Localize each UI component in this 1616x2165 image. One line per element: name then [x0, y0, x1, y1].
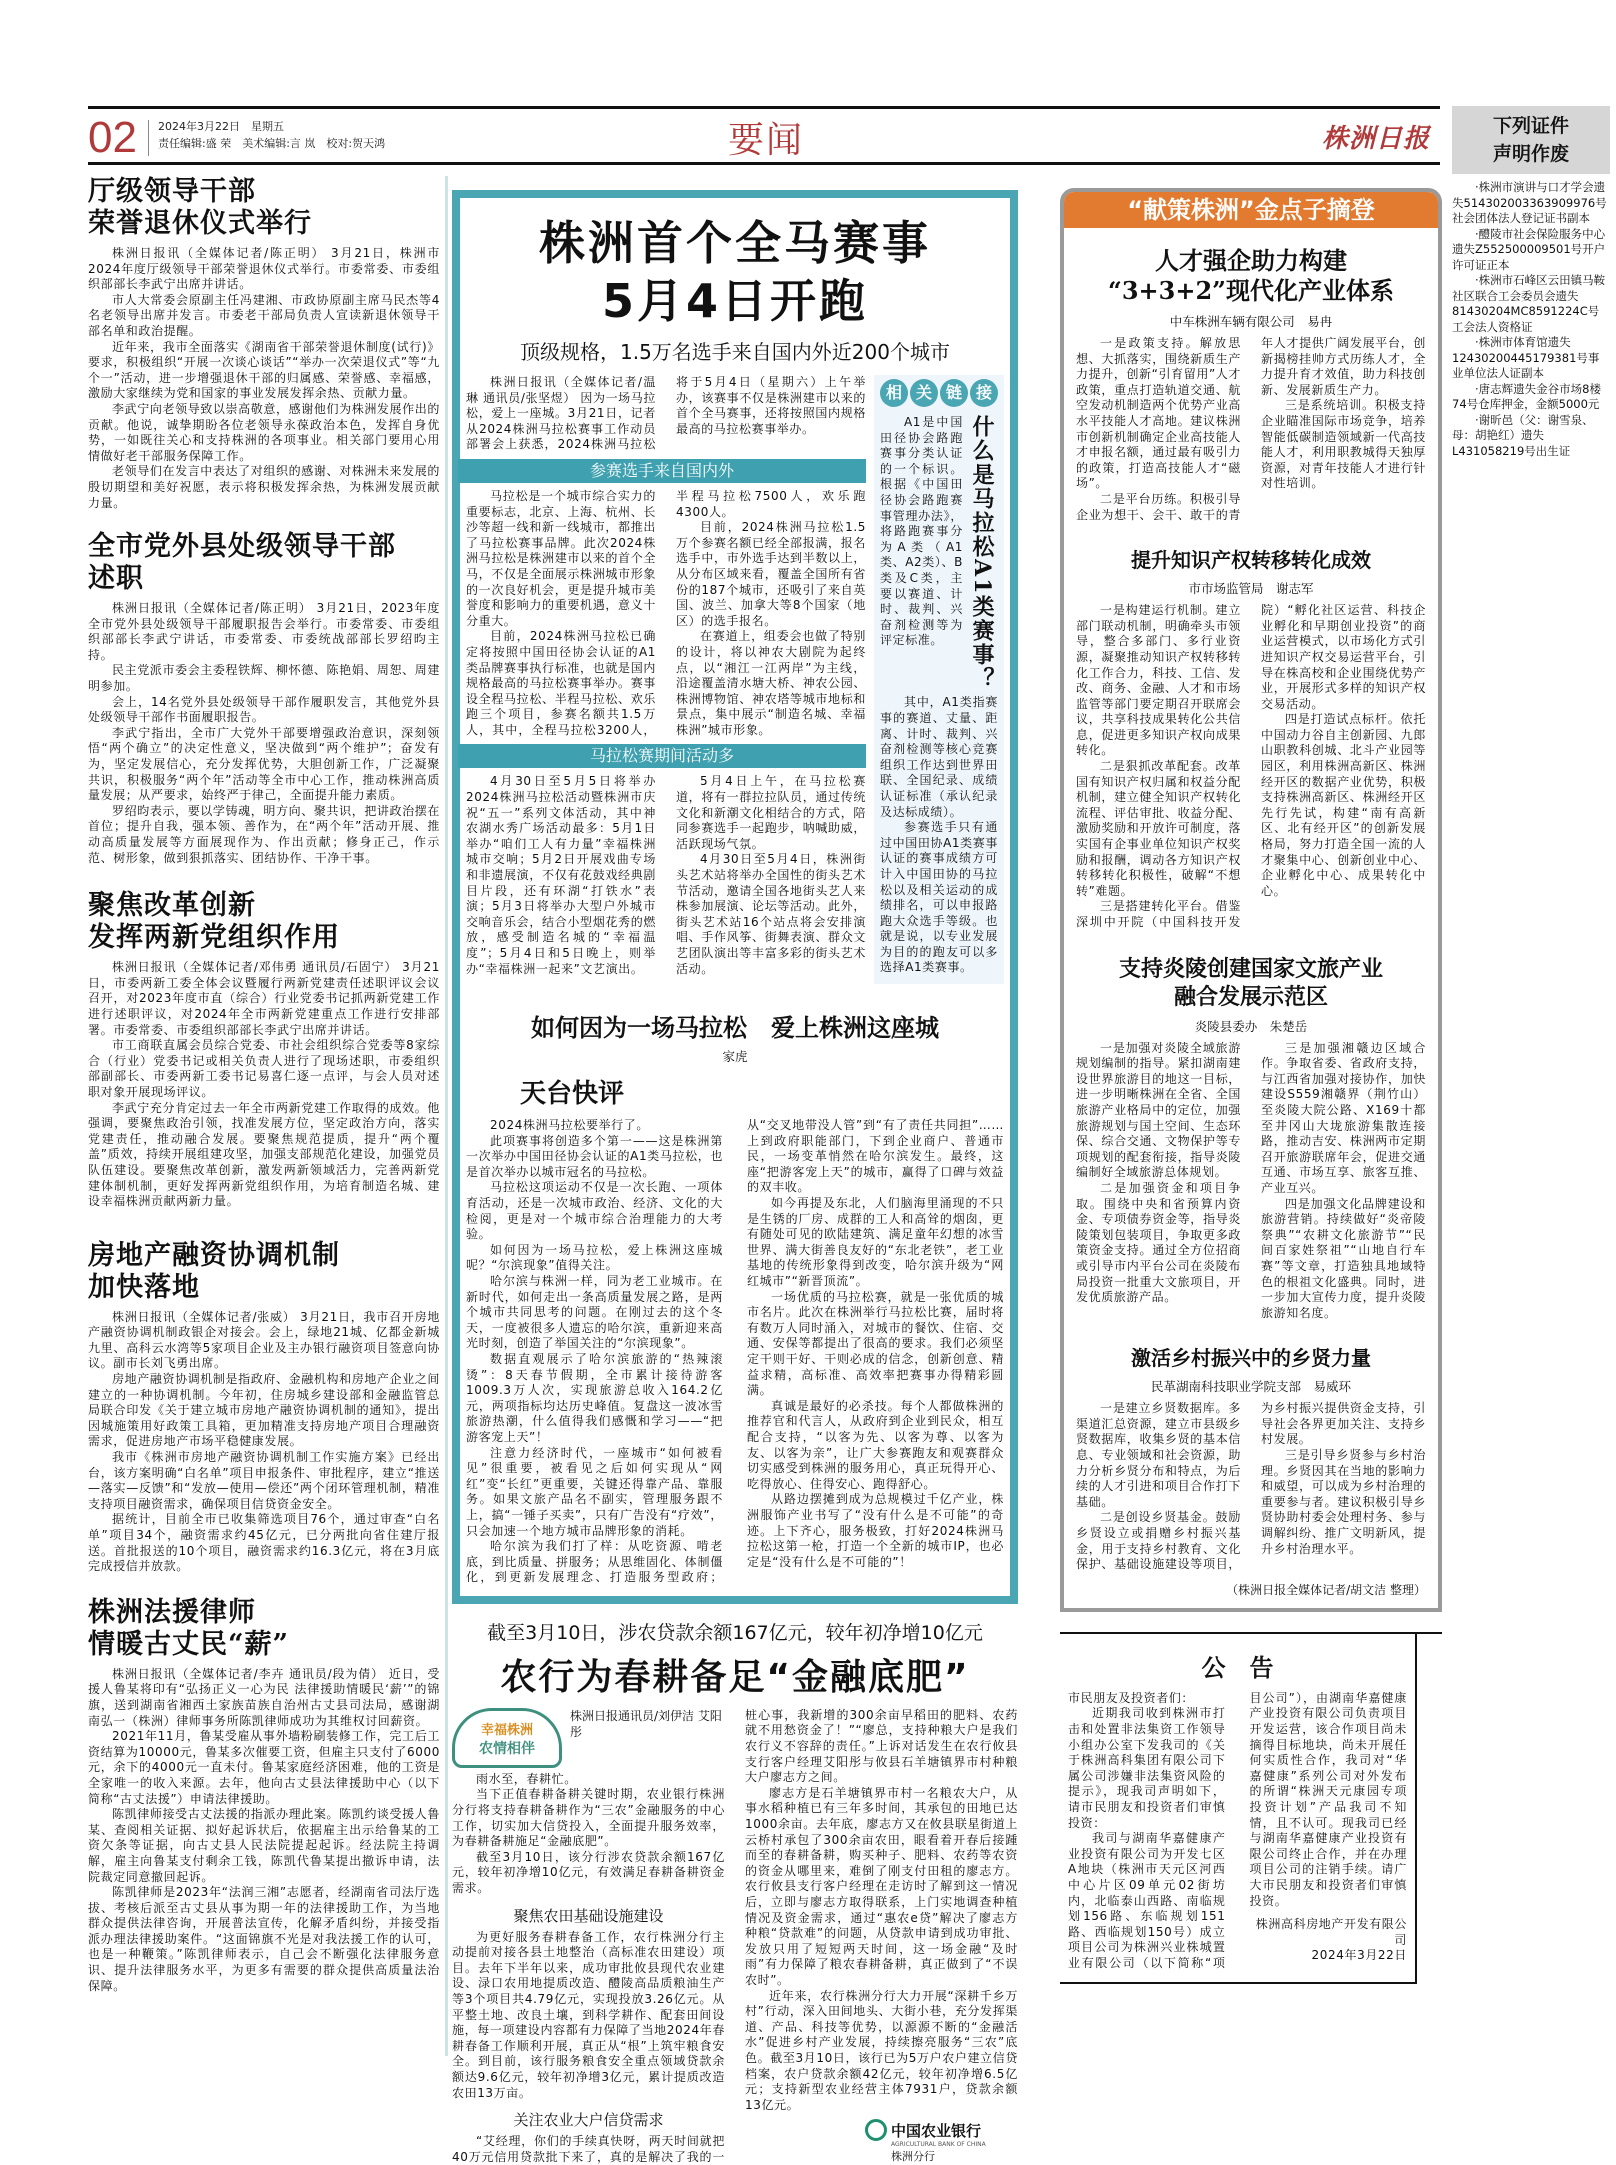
paragraph: 民主党派市委会主委程铁辉、柳怀德、陈艳娟、周恕、周建明参加。 [88, 663, 440, 694]
idea-author: 民革湖南科技职业学院支部 易威环 [1150, 1379, 1351, 1395]
paragraph: ·株洲市石峰区云田镇马鞍社区联合工会委员会遗失81430204MC8591224C号工会法人资格证 [1452, 273, 1606, 334]
headline-line: 5月4日开跑 [601, 274, 868, 328]
paragraph: 二是平台历练。积极引导企业为想干、会干、敢干的青年人才提供广阔发展平台，创新揭榜挂帅方式历练人才，全力提升育才效值，助力科技创新、发展新质生产力。 [1076, 336, 1426, 522]
column-divider [445, 176, 448, 2056]
bank-kicker: 截至3月10日，涉农贷款余额167亿元，较年初净增10亿元 [487, 1621, 983, 1644]
lost-documents-sidebar [1452, 106, 1610, 459]
article-headline-line: “3+3+2”现代化产业体系 [1108, 276, 1394, 305]
left-column [88, 176, 440, 1994]
news-article [88, 1597, 440, 1994]
article-headline-line: 株洲法援律师 [88, 1596, 256, 1628]
idea-body [1076, 336, 1426, 523]
article-headline-line: 融合发展示范区 [1173, 983, 1328, 1010]
related-badges [880, 379, 998, 407]
notice-title: 公 告 [1201, 1653, 1274, 1682]
paragraph: 数据直观展示了哈尔滨旅游的“热辣滚烫”：8天春节假期，全市累计接待游客1009.3万人次，实现旅游总收入164.2亿元，两项指标均达历史峰值。复盘这一波冰雪旅游热潮，什么值得我们感慨和学习——“把游客宠上天”！ [466, 1351, 723, 1444]
idea-article [1076, 246, 1426, 523]
paragraph: 株洲日报讯（全媒体记者/张威） 3月21日，我市召开房地产融资协调机制政银企对接会。会上，绿地21城、亿都金新城九里、高科云水湾等5家项目企业及主办银行融资项目签意向协议。副市长刘飞勇出席。 [88, 1309, 440, 1371]
paragraph: 哈尔滨与株洲一样，同为老工业城市。在新时代，如何走出一条高质量发展之路，是两个城市共同思考的问题。在刚过去的这个冬天，一度被很多人遗忘的哈尔滨，重新迎来高光时刻，创造了举国关注的“尔滨现象”。 [466, 1274, 723, 1351]
paragraph: 陈凯律师是2023年“法润三湘”志愿者，经湖南省司法厅选拔、考核后派至古丈县从事为期一年的法律援助工作，为当地群众提供法律咨询，开展普法宣传，化解矛盾纠纷，并接受指派办理法律援助案件。“这面锦旗不光是对我法援工作的认可，也是一种鞭策。”陈凯律师表示，自己会不断强化法律服务意识、提升法律服务水平，为更多有需要的群众提供高质量法治保障。 [88, 1885, 440, 1993]
article-body [88, 1310, 440, 1575]
bank-column-logo [452, 1708, 562, 1768]
paragraph: ·醴陵市社会保险服务中心遗失Z552500009501号开户许可证正本 [1452, 226, 1606, 272]
paragraph: “艾经理，你们的手续真快呀，两天时间就把40万元信用贷款批下来了，真的是解决了我的一桩心事，我新增的300余亩早稻田的肥料、农药就不用愁资金了！”“廖总，支持种粮大户是我们农行义不容辞的责任。”上诉对话发生在农行攸县支行客户经理艾阳彤与攸县石羊塘镇界市村种粮大户廖志方之间。 [452, 1707, 1018, 2164]
paragraph: 罗绍昀表示，要以学铸魂，明方向、聚共识，把讲政治摆在首位；提升自我，强本领、善作为，在“两个年”活动开展、推动高质量发展等方面展现作为、作出贡献；修身正己，作示范、树形象，做到狠抓落实、团结协作、干净干事。 [88, 803, 440, 865]
bank-head-row [452, 1708, 725, 1768]
bank-headline: 农行为春耕备足“金融底肥” [500, 1656, 970, 1698]
paragraph: A1是中国田径协会路跑赛事分类认证的一个标识。根据《中国田径协会路跑赛事管理办法》，将路跑赛事分为A类（A1类、A2类）、B类及C类，主要以赛道、计时、裁判、兴奋剂检测等为评定标准。 [880, 415, 963, 648]
paragraph: 一场优质的马拉松赛，就是一张优质的城市名片。此次在株洲举行马拉松比赛，届时将有数万人同时涌入，对城市的餐饮、住宿、交通、安保等都提出了很高的要求。我们必须坚定干则干好、干则必成的信念，创新创意、精益求精，高标准、高效率把赛事办得精彩圆满。 [747, 1289, 1004, 1398]
paragraph: ·唐志辉遗失金谷市场8楼74号仓库押金，金额5000元 [1452, 381, 1601, 411]
idea-body [1076, 1041, 1426, 1322]
article-headline-line: 支持炎陵创建国家文旅产业 [1118, 955, 1383, 982]
related-body-top [880, 415, 963, 691]
paragraph: 注意力经济时代，一座城市“如何被看见”很重要，被看见之后如何实现从“网红”变“长红”更重要，关键还得靠产品、靠服务。如果文旅产品名不副实，管理服务跟不上，搞“一锤子买卖”，只有广告没有“疗效”，只会加速一个地方城市品牌形象的消耗。 [466, 1445, 723, 1538]
logo-line: 农情相伴 [479, 1740, 535, 1757]
masthead-bottom-rule [88, 162, 1440, 165]
editor-credits: 责任编辑:盛 荣 美术编辑:言 岚 校对:贺天鸿 [158, 137, 386, 150]
paragraph: 截至3月10日，该分行涉农贷款余额167亿元，较年初净增10亿元，有效满足春耕备耕资金需求。 [452, 1849, 725, 1896]
right-column [1060, 188, 1442, 1984]
masthead-top-rule [88, 106, 1440, 109]
article-headline-line: 提升知识产权转移转化成效 [1131, 548, 1371, 573]
paragraph: ·株洲市体育馆遗失12430200445179381号事业单位法人证副本 [1452, 335, 1600, 380]
section-title: 要闻 [728, 120, 805, 161]
marathon-headline [466, 198, 1004, 330]
paragraph: 株洲日报讯（全媒体记者/陈正明） 3月21日，株洲市2024年度厅级领导干部荣誉退休仪式举行。市委常委、市委组织部部长李武宁出席并讲话。 [88, 246, 440, 292]
tiantai-kuaiping-logo: 天台快评 [520, 1079, 625, 1110]
paragraph: 四是打造试点标杆。依托中国动力谷自主创新园、九郎山职教科创城、北斗产业园等园区，利用株洲高新区、株洲经开区的数据产业优势，积极支持株洲高新区、株洲经开区先行先试，构建“南有高新区、北有经开区”的创新发展格局，努力打造全国一流的人才聚集中心、创新创业中心、企业孵化中心、成果转化中心。 [1261, 712, 1426, 898]
ideas-box [1060, 188, 1442, 1612]
paragraph: 真诚是最好的必杀技。每个人都做株洲的推荐官和代言人，从政府到企业到民众，相互配合支持，“以客为先、以客为尊、以客为友、以客为亲”，让广大参赛跑友和观赛群众切实感受到株洲的服务用心，真正玩得开心、吃得放心、住得安心、跑得舒心。 [747, 1398, 1004, 1491]
idea-author: 中车株洲车辆有限公司 易冉 [1169, 314, 1333, 329]
news-article [88, 176, 440, 511]
paragraph: 廖志方是石羊塘镇界市村一名粮农大户，从事水稻种植已有三年多时间，其承包的田地已达1000余亩。去年底，廖志方又在攸县联星街道上云桥村承包了300余亩农田，眼看着开春后接踵而至的春耕备耕，购买种子、肥料、农药等农资的资金从哪里来，难倒了刚支付田租的廖志方。农行攸县支行客户经理在走访时了解到这一情况后，立即与廖志方取得联系，上门实地调查种植情况及资金需求，通过“惠农e贷”解决了廖志方种粮“贷款难”的问题，从贷款申请到成功审批、发放只用了短短两天时间，这一场金融“及时雨”有力保障了粮农春耕备耕，真正做到了“不误农时”。 [745, 1785, 1018, 1987]
related-title: 什么是马拉松A1类赛事？ [969, 415, 995, 692]
paragraph: 二是创设乡贤基金。鼓励乡贤设立或捐赠乡村振兴基金，用于支持乡村教育、文化保护、基础设施建设等项目，为乡村振兴提供资金支持，引导社会各界更加关注、支持乡村发展。 [1076, 1401, 1426, 1572]
bank-body [452, 1708, 1018, 2165]
notice-salutation: 市民朋友及投资者们： [1068, 1690, 1195, 1705]
article-body [88, 246, 440, 511]
marathon-main-text [466, 375, 866, 977]
bank-intro [452, 1772, 725, 1897]
paragraph: 如何因为一场马拉松，爱上株洲这座城呢？“尔滨现象”值得关注。 [466, 1242, 723, 1273]
related-link-sidebar [874, 375, 1004, 984]
paragraph: 三是系统培训。积极支持企业瞄准国际市场竞争，培养智能低碳制造领域新一代高技能人才，利用职教城得天独厚资源，对青年技能人才进行针对性培训。 [1261, 398, 1426, 491]
marathon-section2 [466, 774, 866, 977]
idea-article [1076, 547, 1426, 930]
paragraph: 四是加强文化品牌建设和旅游营销。持续做好“炎帝陵祭典”“农耕文化旅游节”“民间百家姓祭祖”“山地自行车赛”等文章，打造独具地域特色的根祖文化盛典。同时，进一步加大宣传力度，提升炎陵旅游知名度。 [1261, 1196, 1426, 1320]
idea-article [1076, 955, 1426, 1322]
paragraph: ·谢昕邑（父：谢雪泉、母：胡艳红）遗失L431058219号出生证 [1452, 412, 1594, 458]
related-top-row [880, 415, 998, 691]
abc-emblem-icon [865, 2119, 887, 2141]
paragraph: 马拉松这项运动不仅是一次长跑、一项体育活动，还是一次城市政治、经济、文化的大检阅，更是对一个城市综合治理能力的大考验。 [466, 1180, 723, 1242]
paragraph: 为更好服务春耕春备工作，农行株洲分行主动提前对接各县土地整治（高标准农田建设）项目。去年下半年以来，成功审批攸县现代农业建设、渌口农用地提质改造、醴陵高品质粮油生产等3个项目共4.79亿元，实现投放3.26亿元。从平整土地、改良土壤，到科学耕作、配套田间设施，每一项建设内容都有力保障了当地2024年春耕春备工作顺利开展，真正从“根”上筑牢粮食安全。到目前，该行服务粮食安全重点领域贷款余额达9.6亿元，较年初净增3亿元，累计提质改造农田13万亩。 [452, 1929, 725, 2100]
paragraph: 4月30日至5月4日，株洲街头艺术站将举办全国性的街头艺术节活动，邀请全国各地街头艺人来株参加展演、论坛等活动。此外，街头艺术站16个站点将会安排演唱、手作风筝、街舞表演、群众文艺团队演出等丰富多彩的街头艺术活动。 [676, 852, 866, 976]
paragraph: 市工商联直属会员综合党委、市社会组织综合党委等8家综合（行业）党委书记或相关负责人进行了现场述职，市委组织部副部长、市委两新工委书记易喜仁逐一点评，与会人员对述职对象开展现场评议。 [88, 1038, 440, 1099]
paragraph: ·株洲市演讲与口才学会遗失514302003363909976号社会团体法人登记证书副本 [1452, 180, 1607, 225]
page-number: 02 [88, 113, 137, 162]
article-headline-line: 加快落地 [88, 1271, 200, 1303]
paragraph: 市人大常委会原副主任冯建湘、市政协原副主席马民杰等4名老领导出席并发言。市委老干部局负责人宣读新退休领导干部名单和政治提醒。 [88, 292, 440, 338]
marathon-lead [466, 375, 866, 453]
paragraph: 三是搭建转化平台。借鉴深圳中开院（中国科技开发院）“孵化社区运营、科技企业孵化和早期创业投资”的商业运营模式，以市场化方式引进知识产权交易运营平台，引导在株高校和企业围绕优势产业，开展形式多样的知识产权交易活动。 [1076, 603, 1426, 929]
paragraph: 陈凯律师接受古丈法援的指派办理此案。陈凯约谈受援人鲁某、查阅相关证据、拟好起诉状后，依据雇主出示给鲁某的工资欠条等证据，向古丈县人民法院提起起诉。经法院主持调解，雇主向鲁某支付剩余工钱，陈凯代鲁某提出撤诉申请，法院裁定同意撤回起诉。 [88, 1807, 440, 1884]
commentary-headline: 如何因为一场马拉松 爱上株洲这座城 [531, 1013, 939, 1043]
news-article [88, 1240, 440, 1575]
article-headline-line: 聚焦改革创新 [88, 890, 256, 922]
paragraph: 此项赛事将创造多个第一——这是株洲第一次举办中国田径协会认证的A1类马拉松，也是首次举办以城市冠名的马拉松。 [466, 1133, 723, 1179]
paragraph: 从路边摆摊到成为总规模过千亿产业，株洲服饰产业书写了“没有什么是不可能”的奇迹。上下齐心，服务极致，打好2024株洲马拉松这第一枪，打造一个全新的城市IP，也必定是“没有什么是不可能的”！ [747, 1492, 1004, 1569]
paragraph: 二是狠抓改革配套。改革国有知识产权归属和权益分配机制，建立健全知识产权转化流程、评估审批、收益分配、激励奖励和开放许可制度，落实国有企事业单位知识产权奖励和报酬，调动各方知识产权转移转化积极性，破解“不想转”难题。 [1076, 759, 1241, 898]
commentary-logo [466, 1073, 1004, 1110]
paragraph: 一是政策支持。解放思想、大抓落实，围绕新质生产力提升，创新“引育留用”人才政策，重点打造轨道交通、航空发动机制造两个优势产业高水平技能人才高地。建议株洲市创新机制确定企业高技能人才申报名额，通过最有吸引力的政策，打造高技能人才“磁场”。 [1076, 336, 1241, 491]
article-body [88, 960, 440, 1210]
marathon-section1 [466, 489, 866, 739]
section-band: 马拉松赛期间活动多 [458, 744, 866, 768]
news-article [88, 890, 440, 1210]
paper-logo: 株洲日报 [1322, 124, 1431, 154]
article-headline-line: 全市党外县处级领导干部 [88, 531, 396, 563]
paragraph: 一是建立乡贤数据库。多渠道汇总资源，建立市县级乡贤数据库，收集乡贤的基本信息、专业领域和社会资源，助力分析乡贤分布和特点，为后续的人才引进和项目合作打下基础。 [1076, 1401, 1241, 1509]
paragraph: 马拉松是一个城市综合实力的重要标志，北京、上海、杭州、长沙等超一线和新一线城市，都推出了马拉松赛事品牌。此次2024株洲马拉松是株洲建市以来的首个全马，不仅是全面展示株洲城市形象的一次良好机会，更是提升城市美誉度和影响力的重要机遇，意义十分重大。 [466, 488, 656, 628]
bank-byline: 株洲日报通讯员/刘伊洁 艾阳彤 [570, 1708, 722, 1739]
ideas-banner: “献策株洲”金点子摘登 [1064, 192, 1438, 228]
article-body [88, 601, 440, 866]
paragraph: 李武宁指出，全市广大党外干部要增强政治意识，深刻领悟“两个确立”的决定性意义，坚决做到“两个维护”；奋发有为，坚定发展信心，充分发挥优势，大胆创新工作，广泛凝聚共识，积极服务“两个年”活动等全市中心工作，推动株洲高质量发展；从严要求，始终严于律己，全面提升能力素质。 [88, 725, 440, 803]
article-headline-line: 情暖古丈民“薪” [88, 1628, 290, 1660]
paragraph: 房地产融资协调机制是指政府、金融机构和房地产企业之间建立的一种协调机制。今年初，住房城乡建设部和金融监管总局联合印发《关于建立城市房地产融资协调机制的通知》，提出因城施策用好政策工具箱，更加精准支持房地产项目合理融资需求，促进房地产市场平稳健康发展。 [88, 1372, 440, 1449]
bank-name-en: AGRICULTURAL BANK OF CHINA [891, 2141, 986, 2149]
paragraph: 近年来，农行株洲分行大力开展“深耕千乡万村”行动，深入田间地头、大街小巷，充分发挥渠道、产品、科技等优势，以源源不断的“金融活水”促进乡村产业发展，持续擦亮服务“三农”底色。截至3月10日，该行已为5万户农户建立信贷档案，农户贷款余额42亿元，较年初净增6.5亿元；支持新型农业经营主体7931户，贷款余额13亿元。 [745, 1988, 1018, 2112]
related-body-bottom [880, 695, 998, 976]
masthead-meta [158, 118, 385, 152]
center-column [452, 190, 1018, 2165]
bank-subheading: 聚焦农田基础设施建设 [513, 1906, 664, 1925]
issue-date: 2024年3月22日 星期五 [158, 120, 284, 133]
commentary-author: 家虎 [722, 1049, 748, 1065]
idea-author: 炎陵县委办 朱楚岳 [1194, 1018, 1308, 1034]
paragraph: 近期我司收到株洲市打击和处置非法集资工作领导小组办公室下发我司的《关于株洲高科集团有限公司下属公司涉嫌非法集资风险的提示》，现我司声明如下，请市民朋友和投资者们审慎投资： [1068, 1706, 1226, 1830]
paragraph: 会上，14名党外县处级领导干部作履职发言，其他党外县处级领导干部作书面履职报告。 [88, 694, 440, 725]
paragraph: 目前，2024株洲马拉松已确定将按照中国田径协会认证的A1类品牌赛事执行标准，也就是国内规格最高的马拉松赛事举办。赛事设全程马拉松、半程马拉松、欢乐跑三个项目，参赛名额共1.5万人，其中，全程马拉松3200人，半程马拉松7500人，欢乐跑4300人。 [466, 488, 866, 737]
article-headline-line: 述职 [88, 563, 144, 595]
badge: 相 [880, 379, 908, 407]
paragraph: 5月4日上午，在马拉松赛道，将有一群拉拉队员，通过传统文化和新潮文化相结合的方式，陪同参赛选手一起跑步，呐喊助威，活跃现场气氛。 [676, 774, 866, 851]
article-headline-line: 房地产融资协调机制 [88, 1239, 340, 1271]
paragraph: 一是构建运行机制。建立部门联动机制，明确牵头市领导，整合多部门、多行业资源，凝聚推动知识产权转移转化工作合力，科技、工信、发改、商务、金融、人才和市场监管等部门要定期召开联席会议，共享科技成果转化公共信息，促进更多知识产权向成果转化。 [1076, 603, 1241, 758]
paragraph: 目前，2024株洲马拉松1.5万个参赛名额已经全部报满，报名选手中，市外选手达到半数以上，从分布区域来看，覆盖全国所有省份的187个城市，还吸引了来自英国、波兰、加拿大等8个国家（地区）的选手报名。 [676, 520, 866, 628]
sidebar-items [1452, 174, 1610, 459]
paragraph: 据统计，目前全市已收集筛选项目76个，通过审查“白名单”项目34个，融资需求约45亿元，已分两批向省住建厅报送。首批报送的10个项目，融资需求约16.3亿元，将在3月底完成授信并放款。 [88, 1512, 440, 1574]
article-headline-line: 发挥两新党组织作用 [88, 922, 340, 954]
paragraph: 二是加强资金和项目争取。围绕中央和省预算内资金、专项债券资金等，指导炎陵策划包装项目，争取更多政策资金支持。通过全方位招商或引导市内平台公司在炎陵布局投资一批重大文旅项目，开发优质旅游产品。 [1076, 1180, 1241, 1305]
paragraph: 李武宁充分肯定过去一年全市两新党建工作取得的成效。他强调，要聚焦政治引领，找准发展方位，坚定政治方向，落实党建责任，推动融合发展。要聚焦规范提质，提升“两个覆盖”质效，持续开展组建攻坚，加强支部规范化建设，加强党员队伍建设。要聚焦改革创新，激发两新领域活力，完善两新党建体制机制，更好发挥两新党组织作用，为培育制造名城、建设幸福株洲贡献两新力量。 [88, 1100, 440, 1209]
paragraph: 近年来，我市全面落实《湖南省干部荣誉退休制度(试行)》要求，积极组织“开展一次谈心谈话”“举办一次荣退仪式”等“九个一”活动，进一步增强退休干部的归属感、荣誉感、幸福感，激励大家继续为党和国家的事业发展发挥余热、贡献力量。 [88, 339, 440, 401]
idea-body [1076, 1401, 1426, 1573]
paragraph: 其中，A1类指赛事的赛道、丈量、距离、计时、裁判、兴奋剂检测等核心竞赛组织工作达到世界田联、全国纪录、成绩认证标准（承认纪录及达标成绩）。 [880, 695, 998, 819]
paragraph: 老领导们在发言中表达了对组织的感谢、对株洲未来发展的殷切期望和美好祝愿，表示将积极发挥余热，为株洲发展贡献力量。 [88, 464, 440, 510]
paragraph: 2024株洲马拉松要举行了。 [490, 1118, 649, 1133]
bank-subheading: 关注农业大户信贷需求 [513, 2111, 664, 2130]
commentary-body [466, 1118, 1004, 1586]
paragraph: 雨水至，春耕忙。 [476, 1771, 577, 1786]
bank-sub1-body [452, 1930, 725, 2102]
paragraph: 如今再提及东北，人们脑海里涌现的不只是生锈的厂房、成群的工人和高耸的烟囱，更有随处可见的欧陆建筑、满足童年幻想的冰雪世界、满大街善良友好的“东北老铁”，老工业基地的传统形象得到改变，哈尔滨升级为“网红城市”“新晋顶流”。 [747, 1196, 1004, 1289]
idea-article [1076, 1345, 1426, 1573]
paragraph: 哈尔滨为我们打了样：从吃资源、啃老底，到比质量、拼服务；从思维固化、体制僵化，到更新发展理念、打造服务型政府；从“交叉地带没人管”到“有了责任共同担”……上到政府职能部门，下到企业商户、普通市民，一场变革悄然在哈尔滨发生。最终，这座“把游客宠上天”的城市，赢得了口碑与效益的双丰收。 [466, 1118, 1004, 1585]
paragraph: 2021年11月，鲁某受雇从事外墙粉刷装修工作，完工后工资结算为10000元，鲁某多次催要工资，但雇主只支付了6000元，余下的4000元一直未付。鲁某家庭经济困难，他的工资是全家唯一的收入来源。去年，他向古丈县法律援助中心（以下简称“古丈法援”）申请法律援助。 [88, 1729, 440, 1806]
idea-author: 市市场监管局 谢志军 [1188, 581, 1314, 597]
paragraph: 参赛选手只有通过中国田协A1类赛事认证的赛事成绩方可计入中国田协的马拉松以及相关运动的成绩排名，可以申报路跑大众选手等级。也就是说，以专业发展为目的的跑友可以多选择A1类赛事。 [880, 820, 998, 975]
notice-signature: 株洲高科房地产开发有限公司 [1255, 1917, 1407, 1947]
article-headline-line: 厅级领导干部 [88, 176, 256, 207]
ideas-articles [1064, 246, 1438, 1573]
badge: 接 [970, 379, 998, 407]
sidebar-title-line: 声明作废 [1492, 143, 1569, 165]
masthead-divider [148, 120, 149, 156]
bank-name: 中国农业银行 [891, 2121, 982, 2140]
abc-bank-logo [745, 2119, 1018, 2164]
badge: 关 [910, 379, 938, 407]
paragraph: 株洲日报讯（全媒体记者/李卉 通讯员/段为倩） 近日，受援人鲁某将印有“弘扬正义一心为民 法律援助情暖民‘薪’”的锦旗，送到湖南省湘西土家族苗族自治州古丈县司法局，感谢湖南弘一（株洲）律师事务所陈凯律师成功为其维权讨回薪资。 [88, 1666, 440, 1728]
sidebar-title [1452, 106, 1610, 174]
sidebar-title-line: 下列证件 [1492, 115, 1569, 137]
headline-line: 株洲首个全马赛事 [539, 216, 931, 270]
news-article [88, 531, 440, 866]
paragraph: 李武宁向老领导致以崇高敬意，感谢他们为株洲发展作出的贡献。他说，诚挚期盼各位老领导永葆政治本色，发挥自身优势，一如既往关心和支持株洲的各项事业。相关部门要用心用情做好老干部服务保障工作。 [88, 401, 440, 463]
paragraph: 三是引导乡贤参与乡村治理。乡贤因其在当地的影响力和威望，可以成为乡村治理的重要参与者。建议积极引导乡贤协助村委会处理村务、参与调解纠纷、推广文明新风，提升乡村治理水平。 [1261, 1448, 1426, 1556]
idea-body [1076, 603, 1426, 930]
article-headline-line: 荣誉退休仪式举行 [88, 208, 312, 239]
notice-box [1060, 1634, 1417, 1984]
paragraph: 我市《株洲市房地产融资协调机制工作实施方案》已经出台，该方案明确“白名单”项目申报条件、审批程序，建立“推送—落实—反馈”和“发放—使用—偿还”两个闭环管理机制，精准支持项目融资需求，确保项目信贷资金安全。 [88, 1450, 440, 1511]
ideas-credit: （株洲日报全媒体记者/胡文洁 整理） [1226, 1582, 1426, 1597]
paragraph: 在赛道上，组委会也做了特别的设计，将以神农大剧院为起终点，以“湘江一江两岸”为主线，沿途覆盖清水塘大桥、神农公园、株洲博物馆、神农塔等城市地标和景点，集中展示“制造名城、幸福株洲”城市形象。 [676, 629, 866, 737]
paragraph: 一是加强对炎陵全域旅游规划编制的指导。紧扣湖南建设世界旅游目的地这一目标，进一步明晰株洲在全省、全国旅游产业格局中的定位，加强旅游规划与国土空间、生态环保、综合交通、文物保护等专项规划的配套衔接，指导炎陵编制好全域旅游总体规划。 [1076, 1040, 1241, 1180]
paragraph: 株洲日报讯（全媒体记者/陈正明） 3月21日，2023年度全市党外县处级领导干部履职报告会举行。市委常委、市委组织部部长李武宁讲话，市委常委、市委统战部部长罗绍昀主持。 [88, 601, 440, 662]
article-headline-line: 激活乡村振兴中的乡贤力量 [1131, 1346, 1371, 1371]
logo-line: 幸福株洲 [480, 1722, 533, 1738]
paragraph: 三是加强湘赣边区域合作。争取省委、省政府支持，与江西省加强对接协作，加快建设S559湘赣界（荆竹山）至炎陵大院公路、X169十都至井冈山大垅旅游集散连接路，推动吉安、株洲两市定期召开旅游联席年会，促进交通互通、市场互享、旅客互推、产业互兴。 [1261, 1040, 1426, 1195]
paragraph: 当下正值春耕备耕关键时期，农业银行株洲分行将支持春耕备耕作为“三农”金融服务的中心工作，切实加大信贷投入，全面提升服务效率，为春耕备耕施足“金融底肥”。 [452, 1787, 725, 1849]
badge: 链 [940, 379, 968, 407]
notice-body [1060, 1683, 1415, 1972]
marathon-main-row [466, 375, 1004, 984]
marathon-feature-box [452, 190, 1018, 1604]
article-headline-line: 人才强企助力构建 [1155, 246, 1347, 275]
paragraph: 我司与湖南华嘉健康产业投资有限公司为开发七区A地块（株洲市天元区河西中心片区09单元02街坊内，北临泰山西路、南临规划156路、东临规划151路、西临规划150号）成立项目公司为株洲兴业株城置业有限公司（以下简称“项目公司”），由湖南华嘉健康产业投资有限公司负责项目开发运营，该合作项目尚未摘得目标地块，尚未开展任何实质性合作，我司对“华嘉健康”系列公司对外发布的所谓“株洲天元康园专项投资计划”产品我司不知情，且不认可。现我司已经与湖南华嘉健康产业投资有限公司终止合作，并在办理项目公司的注销手续。请广大市民朋友和投资者们审慎投资。 [1068, 1690, 1407, 1970]
section-band: 参赛选手来自国内外 [458, 459, 866, 483]
paragraph: 4月30日至5月5日将举办2024株洲马拉松活动暨株洲市庆祝“五一”系列文体活动，其中神农湖水秀广场活动最多：5月1日举办“咱们工人有力量”幸福株洲城市交响；5月2日开展戏曲专场和非遗展演，不仅有花鼓戏经典剧目片段，还有环湖“打铁水”表演；5月3日将举办大型户外城市交响音乐会，结合小型烟花秀的燃放，感受制造名城的“幸福温度”；5月4日和5日晚上，则举办“幸福株洲一起来”文艺演出。 [466, 774, 656, 976]
article-body [88, 1667, 440, 1994]
paragraph: 株洲日报讯（全媒体记者/邓伟勇 通讯员/石固宁） 3月21日，市委两新工委全体会议暨履行两新党建责任述职评议会议召开，对2023年度市直（综合）行业党委书记抓两新党建工作进行述职评议，对2024年全市两新党建重点工作进行安排部署。市委常委、市委组织部部长李武宁出席并讲话。 [88, 960, 440, 1037]
bank-branch: 株洲分行 [891, 2150, 935, 2164]
marathon-subtitle: 顶级规格，1.5万名选手来自国内外近200个城市 [520, 340, 950, 364]
notice-date: 2024年3月22日 [1311, 1948, 1407, 1963]
paragraph: 株洲日报讯（全媒体记者/温琳 通讯员/张坚煜） 因为一场马拉松，爱上一座城。3月21日，记者从2024株洲马拉松赛事工作动员部署会上获悉，2024株洲马拉松将于5月4日（星期六）上午举办，该赛事不仅是株洲建市以来的首个全马赛事，还将按照国内规格最高的马拉松赛事举办。 [466, 375, 866, 452]
